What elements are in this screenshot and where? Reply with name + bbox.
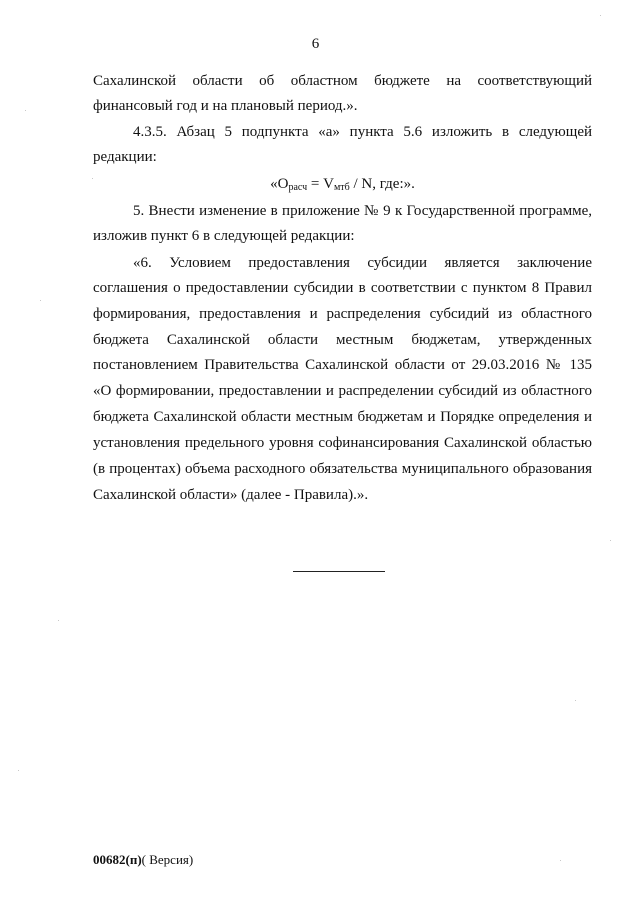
scan-speck [40, 300, 41, 301]
paragraph-4-line-3: формирования, предоставления и распределения субсидий из областного [93, 306, 592, 322]
formula-middle: = V [307, 176, 334, 192]
paragraph-4-line-1: «6. Условием предоставления субсидии является заключение [133, 255, 592, 271]
formula-subscript-1: расч [288, 182, 308, 193]
paragraph-4-line-9: (в процентах) объема расходного обязательства муниципального образования [93, 461, 592, 477]
paragraph-3-line-2: изложив пункт 6 в следующей редакции: [93, 228, 355, 244]
paragraph-2-line-2: редакции: [93, 149, 157, 165]
paragraph-4-line-7: бюджета Сахалинской области местным бюджетам и Порядке определения и [93, 409, 592, 425]
scan-speck [575, 700, 576, 701]
formula-prefix: «O [270, 176, 289, 192]
paragraph-4-line-5: постановлением Правительства Сахалинской области от 29.03.2016 № 135 [93, 357, 592, 373]
formula [93, 174, 592, 194]
scan-speck [610, 540, 611, 541]
formula-suffix: / N, где:». [349, 176, 415, 192]
page-number: 6 [311, 36, 320, 52]
scan-speck [560, 860, 561, 861]
footer-code: 00682(п) [93, 852, 142, 867]
formula-subscript-2: мтб [333, 182, 350, 193]
paragraph-3-line-1: 5. Внести изменение в приложение № 9 к Государственной программе, [133, 203, 592, 219]
footer-version: ( Версия) [141, 852, 194, 867]
paragraph-4-line-6: «О формировании, предоставлении и распределении субсидий из областного [93, 383, 592, 399]
paragraph-4-line-10: Сахалинской области» (далее - Правила).». [93, 487, 369, 503]
paragraph-4-line-8: установления предельного уровня софинансирования Сахалинской областью [93, 435, 592, 451]
footer [93, 852, 193, 868]
scan-speck [92, 178, 93, 179]
scan-speck [600, 15, 601, 16]
scan-speck [58, 620, 59, 621]
scan-speck [18, 770, 19, 771]
paragraph-1-line-1: Сахалинской области об областном бюджете на соответствующий [93, 73, 592, 89]
separator-line [293, 571, 385, 572]
paragraph-1-line-2: финансовый год и на плановый период.». [93, 98, 358, 114]
scan-speck [25, 110, 26, 111]
paragraph-2-line-1: 4.3.5. Абзац 5 подпункта «а» пункта 5.6 изложить в следующей [133, 124, 592, 140]
paragraph-4-line-2: соглашения о предоставлении субсидии в соответствии с пунктом 8 Правил [93, 280, 592, 296]
paragraph-4-line-4: бюджета Сахалинской области местным бюджетам, утвержденных [93, 332, 592, 348]
